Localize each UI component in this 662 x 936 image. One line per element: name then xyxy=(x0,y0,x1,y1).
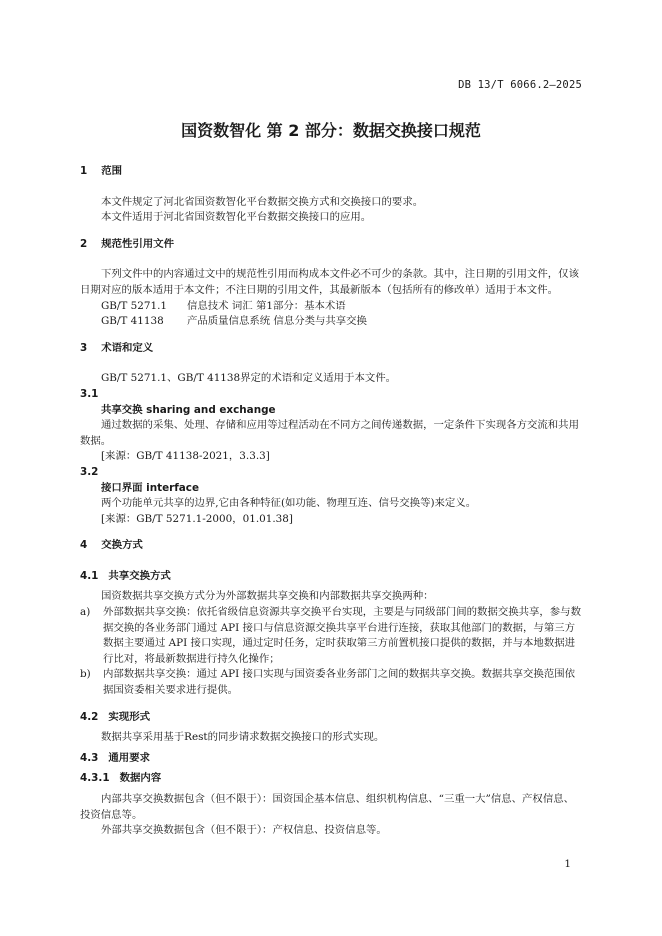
reference-code: GB/T 5271.1 xyxy=(101,299,168,312)
subsection-heading xyxy=(80,710,584,726)
section-title: 范围 xyxy=(101,165,123,177)
term-name: 共享交换 sharing and exchange xyxy=(101,403,276,416)
reference-code: GB/T 41138 xyxy=(101,315,164,328)
document-number: DB 13/T 6066.2—2025 xyxy=(458,79,582,91)
subsubsection-number: 4.3.1 xyxy=(80,772,110,785)
list-text: 外部数据共享交换：依托省级信息资源共享交换平台实现，主要是与同级部门间的数据交换共享，参与数据交换的各业务部门通过 API 接口与信息资源交换共享平台进行连接，获取其他部门的数据，与第三方数据主要通过 API 接口实现，通过定时任务，定时获取第三方前置机接口提供的数据，并与本地数据进行比对，将最新数据进行持久化操作； xyxy=(103,606,581,665)
term-number: 3.2 xyxy=(80,465,99,478)
section-number: 4 xyxy=(80,539,88,552)
paragraph: 内部共享交换数据包含（但不限于）：国资国企基本信息、组织机构信息、“三重一大”信息、产权信息、投资信息等。 xyxy=(80,793,574,821)
paragraph: 外部共享交换数据包含（但不限于）：产权信息、投资信息等。 xyxy=(101,824,387,837)
list-text: 内部数据共享交换：通过 API 接口实现与国资委各业务部门之间的数据共享交换。数据共享交换范围依据国资委相关要求进行提供。 xyxy=(103,668,575,697)
document-title: 国资数智化 第 2 部分：数据交换接口规范 xyxy=(181,121,481,140)
list-marker: a) xyxy=(80,606,91,619)
section-number: 2 xyxy=(80,237,88,250)
section-heading-2 xyxy=(80,237,584,253)
section-number: 3 xyxy=(80,341,88,354)
paragraph: 本文件规定了河北省国资数智化平台数据交换方式和交换接口的要求。 xyxy=(101,195,424,208)
term-definition: 通过数据的采集、处理、存储和应用等过程活动在不同方之间传递数据，一定条件下实现各方交流和共用数据。 xyxy=(80,419,579,447)
paragraph: 国资数据共享交换方式分为外部数据共享交换和内部数据共享交换两种： xyxy=(101,590,434,603)
section-title: 术语和定义 xyxy=(101,341,154,354)
section-heading-1 xyxy=(80,164,584,180)
subsection-heading xyxy=(80,751,584,767)
paragraph: 数据共享采用基于Rest的同步请求数据交换接口的形式实现。 xyxy=(101,731,385,744)
section-title: 规范性引用文件 xyxy=(101,237,174,250)
term-definition: 两个功能单元共享的边界,它由各种特征(如功能、物理互连、信号交换等)来定义。 xyxy=(101,497,477,510)
page-number: 1 xyxy=(564,858,571,870)
paragraph: 下列文件中的内容通过文中的规范性引用而构成本文件必不可少的条款。其中，注日期的引用文件，仅该日期对应的版本适用于本文件；不注日期的引用文件，其最新版本（包括所有的修改单）适用于本文件。 xyxy=(80,268,579,296)
list-item xyxy=(80,667,584,698)
paragraph: 本文件适用于河北省国资数智化平台数据交换接口的应用。 xyxy=(101,211,372,224)
subsection-number: 4.3 xyxy=(80,751,99,764)
reference-item xyxy=(101,299,584,315)
subsection-number: 4.2 xyxy=(80,710,99,723)
list-item xyxy=(80,605,584,667)
reference-item xyxy=(101,314,584,330)
paragraph: GB/T 5271.1、GB/T 41138界定的术语和定义适用于本文件。 xyxy=(101,372,396,385)
document-body xyxy=(80,164,584,839)
section-heading-4 xyxy=(80,538,584,554)
subsection-title: 通用要求 xyxy=(108,751,150,764)
list-marker: b) xyxy=(80,668,91,681)
term-source: [来源：GB/T 41138-2021，3.3.3] xyxy=(101,450,270,463)
reference-title: 产品质量信息系统 信息分类与共享交换 xyxy=(187,315,367,328)
subsection-title: 实现形式 xyxy=(108,710,150,723)
section-number: 1 xyxy=(80,165,88,177)
section-heading-3 xyxy=(80,341,584,357)
subsection-title: 共享交换方式 xyxy=(108,569,171,582)
term-name: 接口界面 interface xyxy=(101,481,200,494)
subsubsection-title: 数据内容 xyxy=(119,772,162,785)
term-number: 3.1 xyxy=(80,387,99,400)
section-title: 交换方式 xyxy=(101,539,143,552)
reference-title: 信息技术 词汇 第1部分：基本术语 xyxy=(187,299,346,312)
subsection-heading xyxy=(80,569,584,585)
subsection-number: 4.1 xyxy=(80,569,99,582)
subsubsection-heading xyxy=(80,771,584,787)
term-source: [来源：GB/T 5271.1-2000，01.01.38] xyxy=(101,512,293,525)
